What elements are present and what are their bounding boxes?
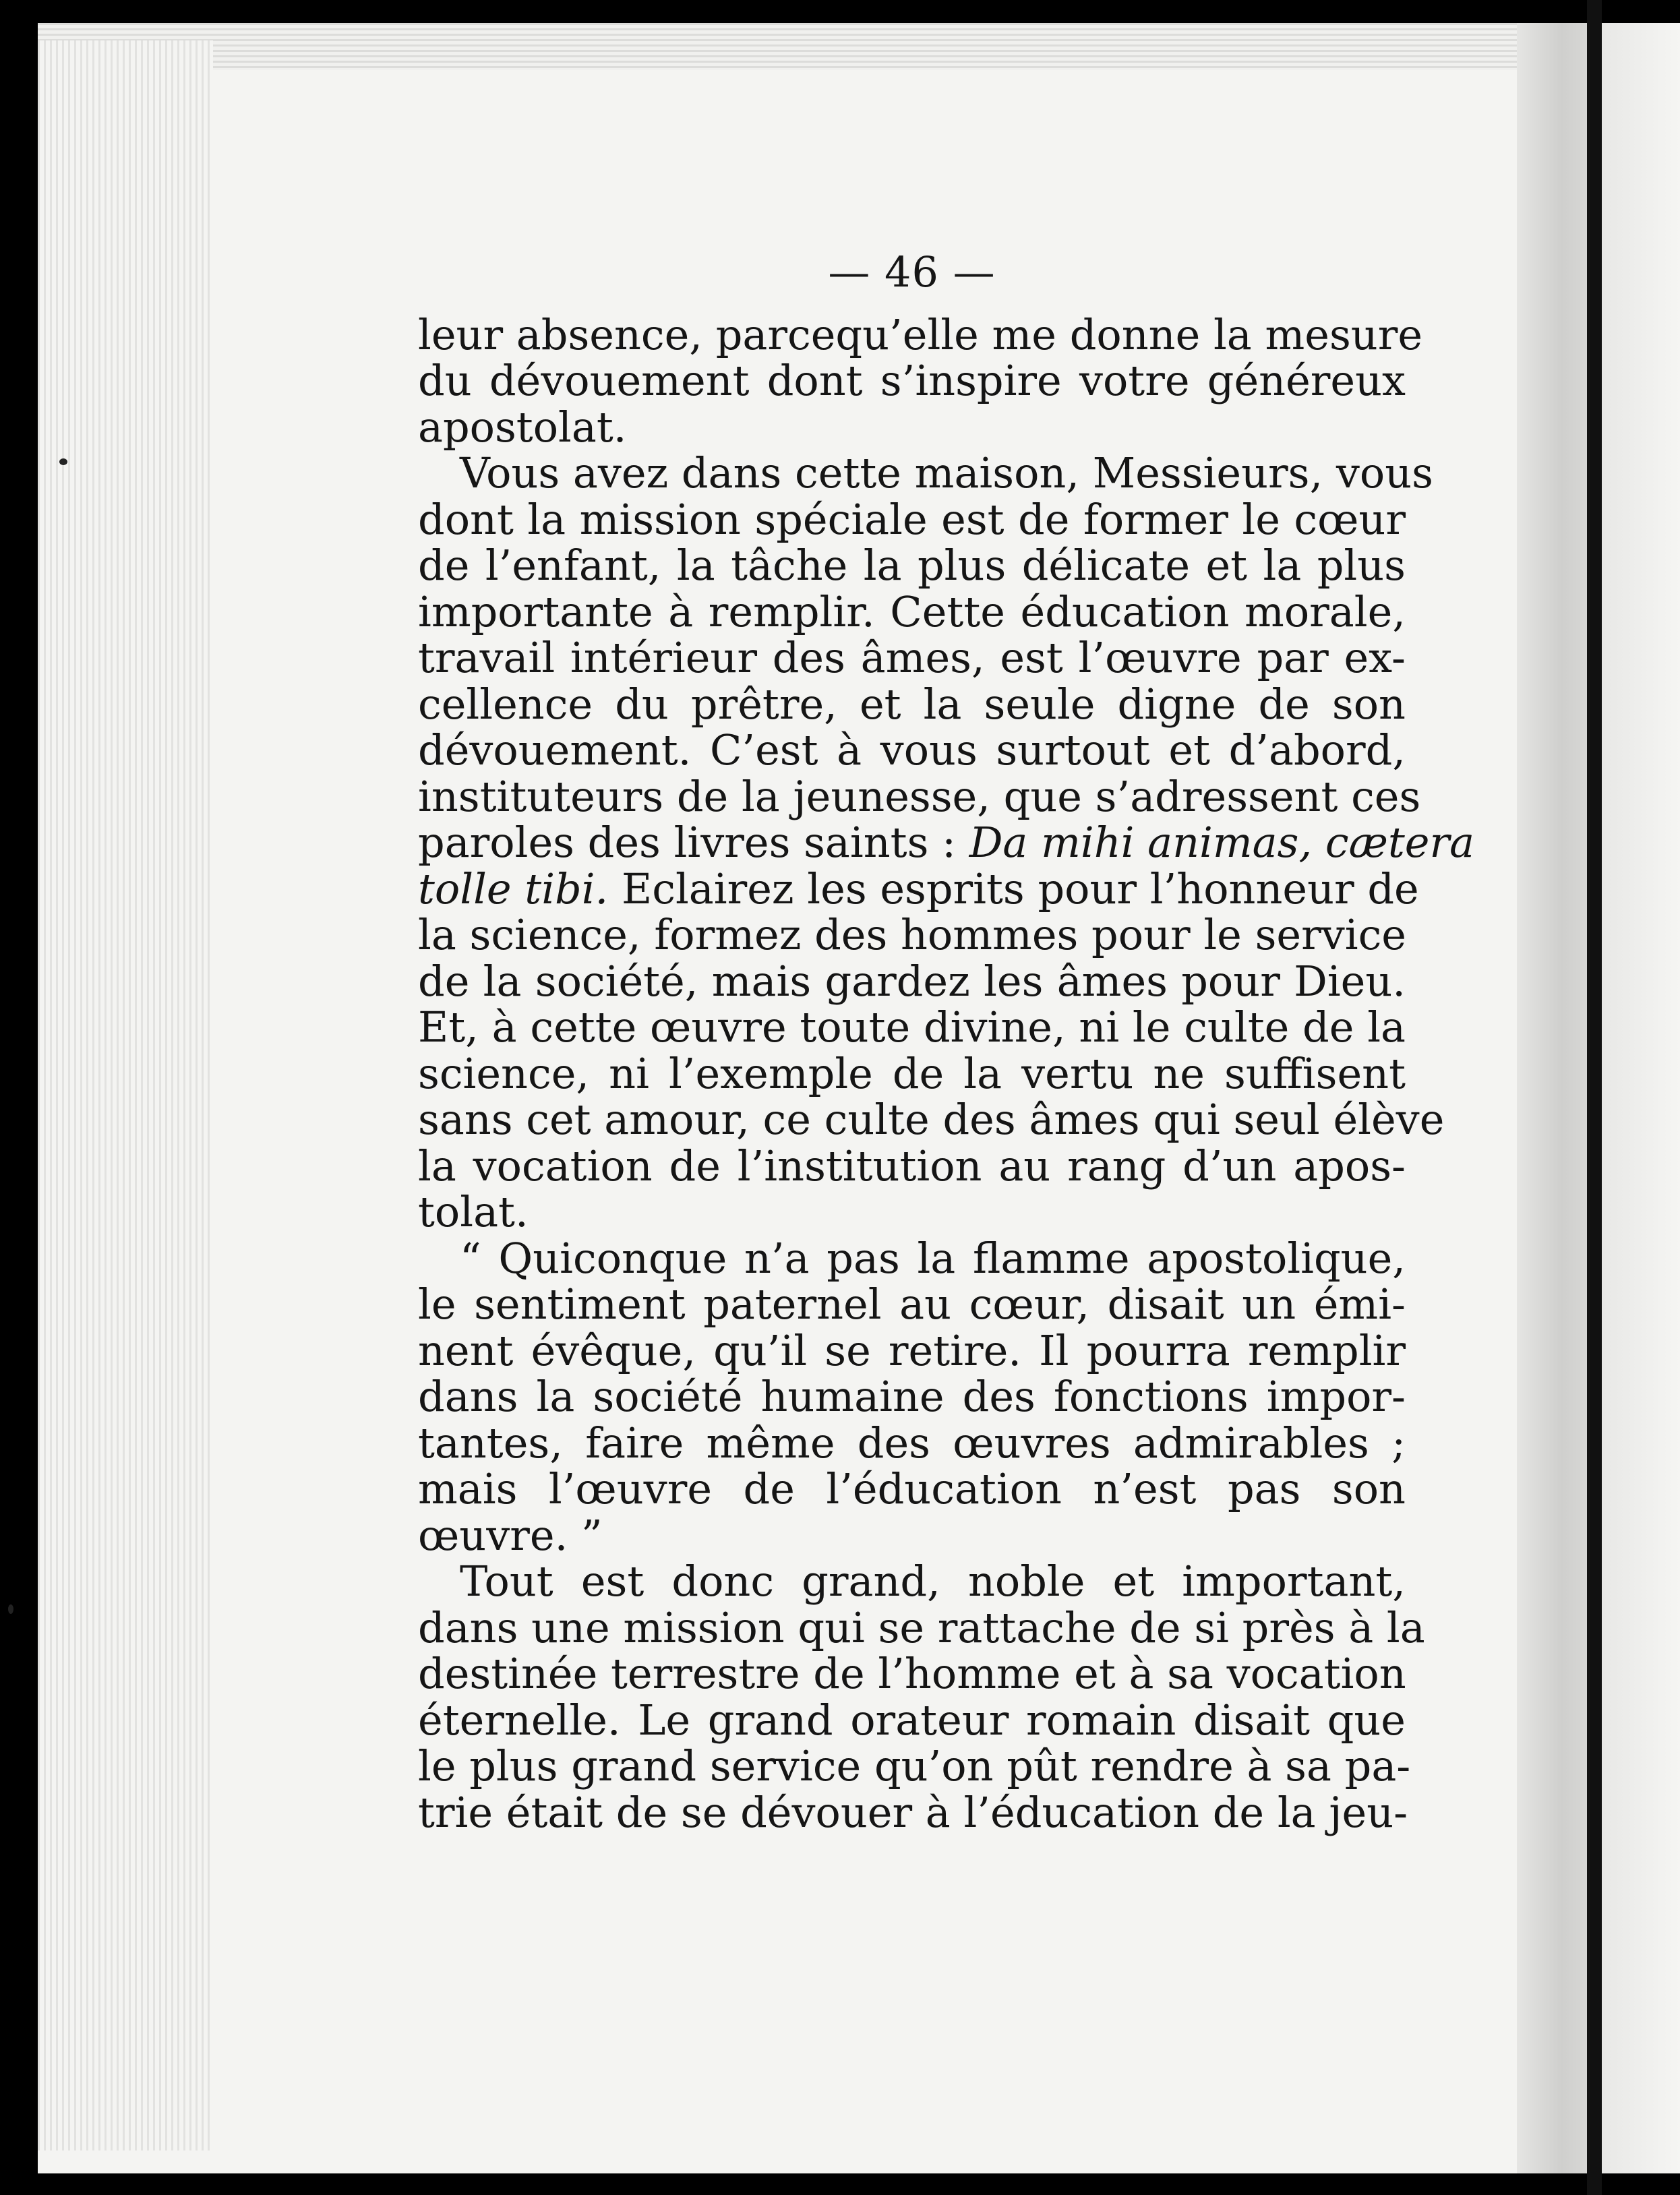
paragraph-4 (418, 1557, 1425, 1837)
text-line: dont la mission spéciale est de former le cœur (418, 494, 1406, 544)
text-line: Vous avez dans cette maison, Messieurs, vous (460, 448, 1433, 498)
text-line: œuvre. ” (418, 1510, 603, 1560)
text-line: trie était de se dévouer à l’éducation de la jeu- (418, 1787, 1408, 1837)
text-line: de la société, mais gardez les âmes pour Dieu. (418, 956, 1406, 1006)
text-line: tolat. (418, 1187, 529, 1236)
page-edges-top (38, 23, 1588, 70)
text-line: science, ni l’exemple de la vertu ne suffisent (418, 1048, 1406, 1098)
text-line: destinée terrestre de l’homme et à sa vocation (418, 1649, 1406, 1698)
paragraph-1 (418, 309, 1423, 452)
text-line: leur absence, parcequ’elle me donne la mesure (418, 309, 1423, 359)
text-line: du dévouement dont s’inspire votre généreux (418, 356, 1406, 405)
text-line: mais l’œuvre de l’éducation n’est pas son (418, 1464, 1406, 1513)
text-line: le plus grand service qu’on pût rendre à sa pa- (418, 1741, 1411, 1791)
text-line: éternelle. Le grand orateur romain disait que (418, 1695, 1406, 1745)
text-line: “ Quiconque n’a pas la flamme apostolique, (460, 1233, 1406, 1283)
text-line: dévouement. C’est à vous surtout et d’abord, (418, 725, 1406, 775)
text-line: cellence du prêtre, et la seule digne de son (418, 679, 1406, 729)
latin-quotation: tolle tibi. (418, 864, 609, 913)
text-line: travail intérieur des âmes, est l’œuvre par ex- (418, 633, 1406, 682)
text-line: de l’enfant, la tâche la plus délicate et la plus (418, 541, 1406, 590)
text-run: paroles des livres saints : (418, 818, 969, 867)
text-line: la science, formez des hommes pour le service (418, 910, 1406, 959)
scan-speck (8, 1604, 13, 1614)
text-line: tantes, faire même des œuvres admirables ; (418, 1418, 1406, 1468)
latin-quotation: Da mihi animas, cætera (969, 818, 1475, 867)
text-line: la vocation de l’institution au rang d’un apos- (418, 1141, 1406, 1191)
scan-speck (59, 458, 67, 465)
text-line: nent évêque, qu’il se retire. Il pourra remplir (418, 1325, 1406, 1375)
text-line: Et, à cette œuvre toute divine, ni le culte de la (418, 1002, 1406, 1052)
text-line (418, 818, 1475, 867)
text-line: Tout est donc grand, noble et important, (460, 1557, 1406, 1606)
page-edges-right (1517, 23, 1591, 2173)
text-line: importante à remplir. Cette éducation morale, (418, 587, 1406, 636)
page-edges-left (38, 40, 213, 2151)
text-line: apostolat. (418, 402, 627, 452)
page-text (418, 247, 1475, 1837)
book-binding-shadow (1587, 0, 1602, 2195)
page-number: — 46 — (828, 247, 996, 297)
paragraph-2 (418, 448, 1475, 1236)
text-line (418, 864, 1419, 913)
facing-page-edge (1602, 23, 1680, 2173)
text-line: dans la société humaine des fonctions impor- (418, 1372, 1406, 1421)
paragraph-3 (418, 1233, 1406, 1560)
text-run: Eclairez les esprits pour l’honneur de (608, 864, 1419, 913)
text-line: sans cet amour, ce culte des âmes qui seul élève (418, 1095, 1445, 1144)
text-line: instituteurs de la jeunesse, que s’adressent ces (418, 771, 1421, 821)
text-line: dans une mission qui se rattache de si près à la (418, 1602, 1425, 1652)
text-line: le sentiment paternel au cœur, disait un émi- (418, 1280, 1406, 1329)
